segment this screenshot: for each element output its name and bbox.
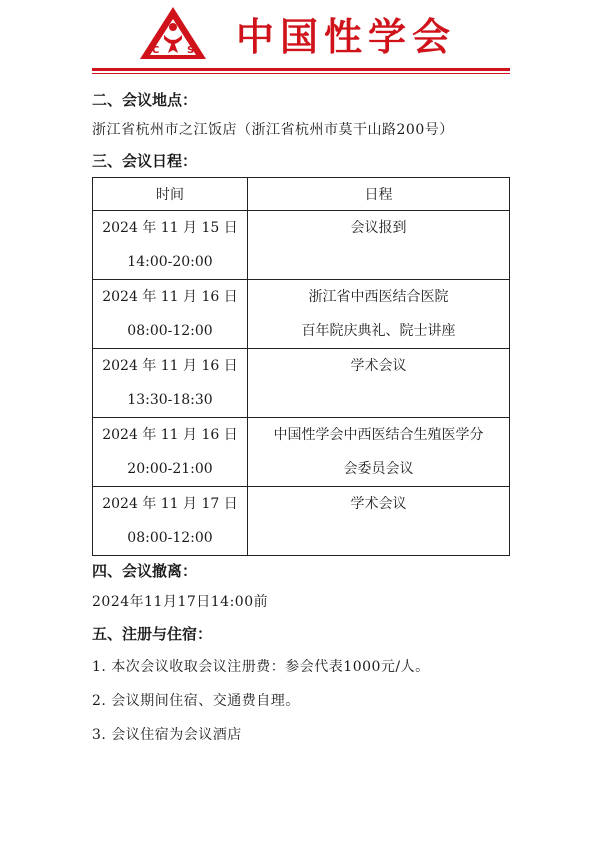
row-event: 会议报到 xyxy=(350,220,407,236)
section4-heading: 四、会议撤离： xyxy=(92,562,198,580)
row-time: 20:00-21:00 xyxy=(127,461,213,477)
header-schedule: 日程 xyxy=(248,178,510,211)
row-event: 会委员会议 xyxy=(343,461,414,477)
header-rule-thick xyxy=(92,68,510,71)
row-event: 学术会议 xyxy=(350,496,407,512)
row-date: 2024 年 11 月 16 日 xyxy=(102,427,238,443)
list-item: 1. 本次会议收取会议注册费：参会代表1000元/人。 xyxy=(92,659,430,675)
row-event: 百年院庆典礼、院士讲座 xyxy=(301,323,456,339)
society-logo xyxy=(138,5,208,61)
row-time: 08:00-12:00 xyxy=(127,323,213,339)
header-time: 时间 xyxy=(93,178,248,211)
departure-text: 2024年11月17日14:00前 xyxy=(92,594,269,610)
row-event: 学术会议 xyxy=(350,358,407,374)
table-row xyxy=(93,211,510,280)
row-event: 中国性学会中西医结合生殖医学分 xyxy=(273,427,484,443)
venue-text: 浙江省杭州市之江饭店（浙江省杭州市莫干山路200号） xyxy=(92,122,454,138)
row-event: 浙江省中西医结合医院 xyxy=(308,289,449,305)
table-row xyxy=(93,280,510,349)
letterhead xyxy=(0,0,600,80)
section2-heading: 二、会议地点： xyxy=(92,91,198,109)
logo-letter-s: S xyxy=(187,45,195,56)
table-row xyxy=(93,418,510,487)
header-rule-thin xyxy=(92,73,510,74)
logo-letter-c: C xyxy=(152,45,160,56)
row-time: 14:00-20:00 xyxy=(127,254,213,270)
table-row xyxy=(93,349,510,418)
table-row xyxy=(93,487,510,556)
row-time: 08:00-12:00 xyxy=(127,530,213,546)
section5-heading: 五、注册与住宿： xyxy=(92,625,213,643)
section3-heading: 三、会议日程： xyxy=(92,152,198,170)
row-date: 2024 年 11 月 16 日 xyxy=(102,289,238,305)
row-date: 2024 年 11 月 16 日 xyxy=(102,358,238,374)
schedule-table xyxy=(92,177,510,556)
row-time: 13:30-18:30 xyxy=(127,392,213,408)
row-date: 2024 年 11 月 15 日 xyxy=(102,220,238,236)
org-name: 中国性学会 xyxy=(236,14,457,59)
table-header-row xyxy=(93,178,510,211)
list-item: 2. 会议期间住宿、交通费自理。 xyxy=(92,693,300,709)
list-item: 3. 会议住宿为会议酒店 xyxy=(92,727,242,743)
row-date: 2024 年 11 月 17 日 xyxy=(102,496,238,512)
